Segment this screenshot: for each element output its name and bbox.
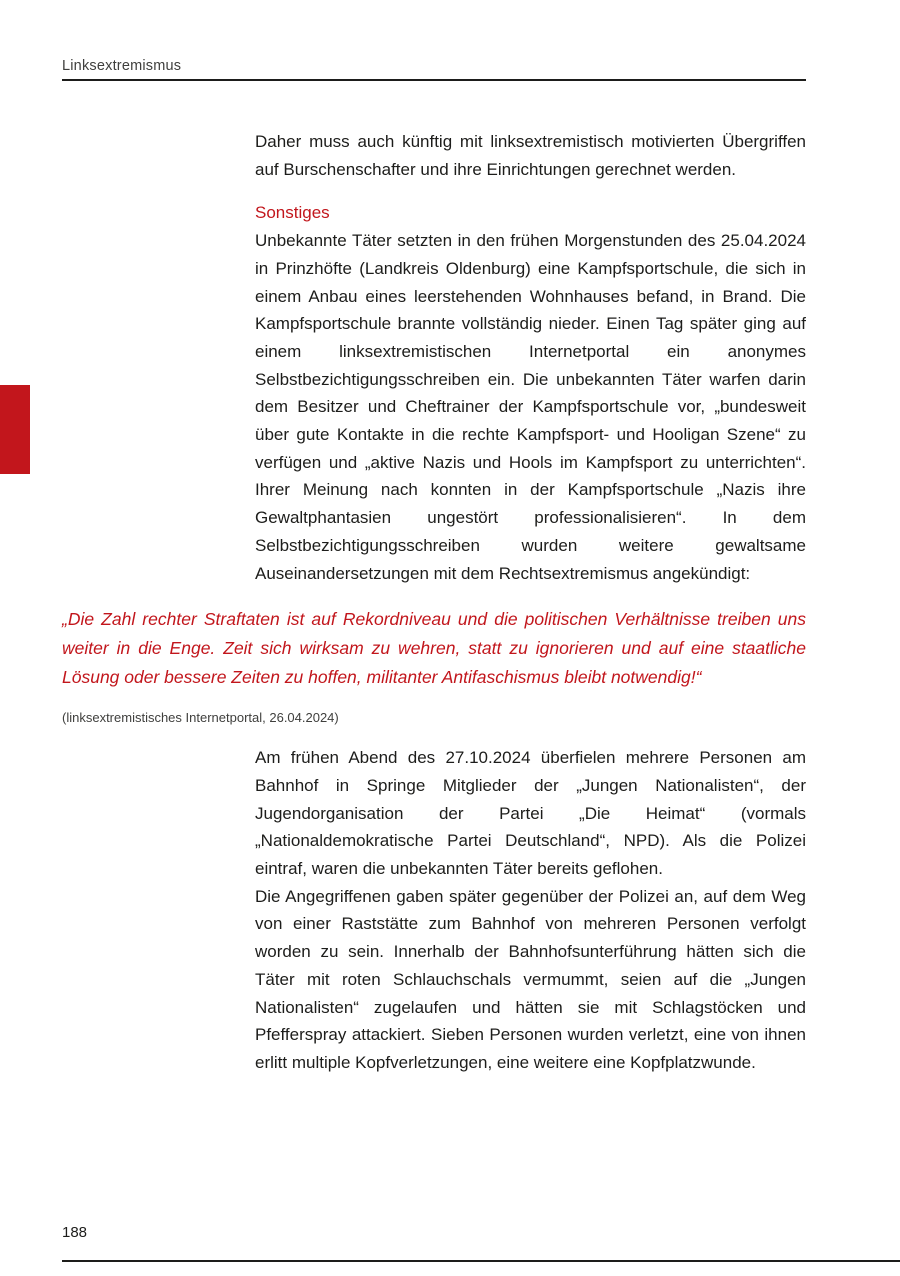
footer-rule bbox=[62, 1260, 900, 1262]
paragraph-incident-aftermath: Die Angegriffenen gaben später gegenüber der Polizei an, auf dem Weg von einer Raststätte zum Bahnhof von mehreren Personen verfolgt worden zu sein. Innerhalb der Bahnhofsunterführung hätten sich die Täter mit roten Schlauchschals vermummt, seien auf die „Jungen Nationalisten“ zugelaufen und hätten sie mit Schlagstöcken und Pfefferspray attackiert. Sieben Personen wurden verletzt, eine von ihnen erlitt multiple Kopfverletzungen, eine weitere eine Kopfplatzwunde. bbox=[255, 886, 806, 1072]
chapter-marker-tab bbox=[0, 385, 30, 474]
paragraph-incident-arson: Unbekannte Täter setzten in den frühen Morgenstunden des 25.04.2024 in Prinzhöfte (Landkreis Oldenburg) eine Kampfsportschule, die sich in einem Anbau eines leerstehenden Wohnhauses befand, in Brand. Die Kampfsportschule brannte vollständig nieder. Einen Tag später ging auf einem linksextremistischen Internetportal ein anonymes Selbstbezichtigungsschreiben ein. Die unbekannten Täter warfen darin dem Besitzer und Cheftrainer der Kampfsportschule vor, „bundesweit über gute Kontakte in die rechte Kampfsport- und Hooligan Szene“ zu verfügen und „aktive Nazis und Hools im Kampfsport zu unterrichten“. Ihrer Meinung nach konnten in der Kampfsportschule „Nazis ihre Gewaltphantasien ungestört professionalisieren“. In dem Selbstbezichtigungsschreiben wurden weitere gewaltsame Auseinandersetzungen mit dem Rechtsextremismus angekündigt: bbox=[255, 231, 806, 583]
quote-source: (linksextremistisches Internetportal, 26.04.2024) bbox=[62, 710, 339, 726]
section-heading-sonstiges: Sonstiges bbox=[255, 203, 330, 223]
running-header: Linksextremismus bbox=[62, 58, 182, 74]
pull-quote: „Die Zahl rechter Straftaten ist auf Rekordniveau und die politischen Verhältnisse treiben uns weiter in die Enge. Zeit sich wirksam zu wehren, statt zu ignorieren und auf eine staatliche Lösung oder bessere Zeiten zu hoffen, militanter Antifaschismus bleibt notwendig!“ bbox=[62, 609, 806, 688]
header-rule bbox=[62, 79, 806, 81]
paragraph-intro: Daher muss auch künftig mit linksextremistisch motivierten Übergriffen auf Burschenschafter und ihre Einrichtungen gerechnet werden. bbox=[255, 132, 806, 179]
page-content bbox=[62, 128, 806, 1077]
paragraph-incident-springe: Am frühen Abend des 27.10.2024 überfielen mehrere Personen am Bahnhof in Springe Mitglieder der „Jungen Nationalisten“, der Jugendorganisation der Partei „Die Heimat“ (vormals „Nationaldemokratische Partei Deutschland“, NPD). Als die Polizei eintraf, waren die unbekannten Täter bereits geflohen. bbox=[255, 748, 806, 879]
page-number: 188 bbox=[62, 1224, 88, 1241]
